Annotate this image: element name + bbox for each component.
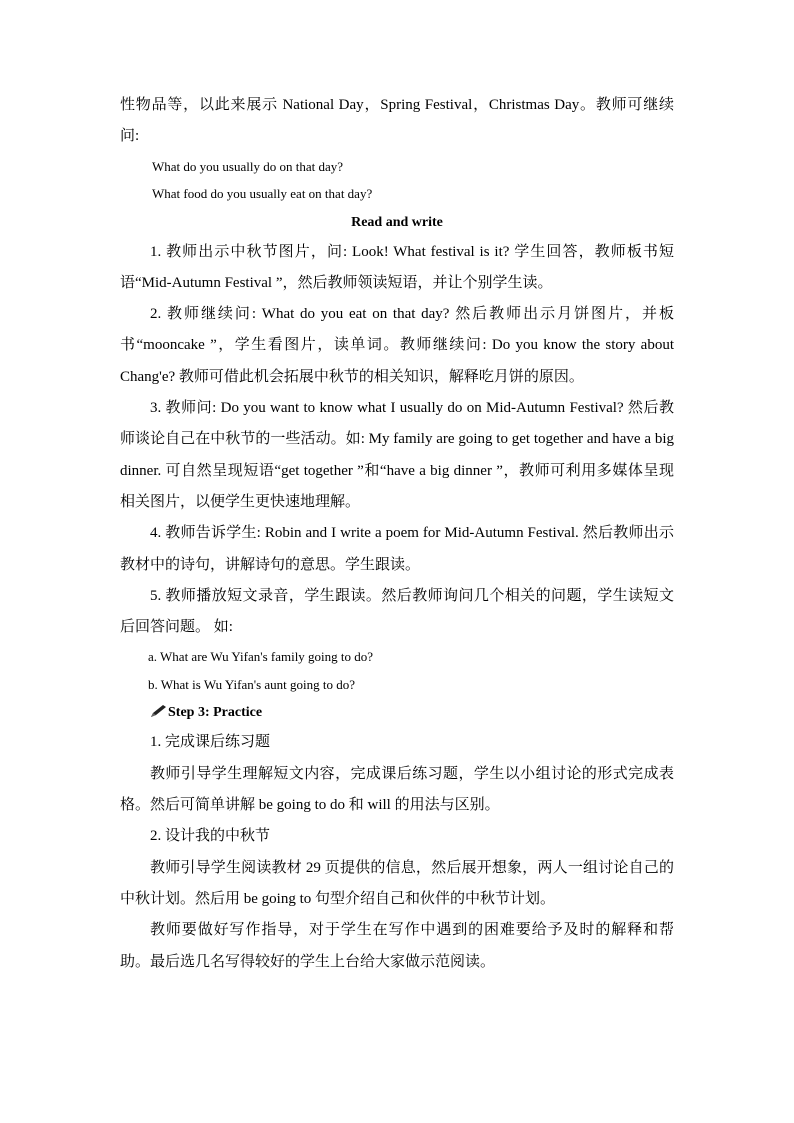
practice-paragraph-3: 教师要做好写作指导，对于学生在写作中遇到的困难要给予及时的解释和帮助。最后选几名写得较好的学生上台给大家做示范阅读。 <box>120 922 674 970</box>
intro-paragraph: 性物品等，以此来展示 National Day，Spring Festival，Christmas Day。教师可继续问: <box>120 97 674 145</box>
step-3-label: Step 3: Practice <box>168 705 263 721</box>
section-heading-read-and-write: Read and write <box>351 214 443 230</box>
question-usual-food: What food do you usually eat on that day? <box>152 186 373 202</box>
step-item-1: 1. 教师出示中秋节图片，问: Look! What festival is it? 学生回答，教师板书短语“Mid-Autumn Festival ”，然后教师领读短语，并让个别学生读。 <box>120 243 674 291</box>
step-item-5: 5. 教师播放短文录音，学生跟读。然后教师询问几个相关的问题，学生读短文后回答问题。 如: <box>120 587 674 636</box>
step-item-4: 4. 教师告诉学生: Robin and I write a poem for Mid-Autumn Festival. 然后教师出示教材中的诗句，讲解诗句的意思。学生跟读。 <box>120 525 674 573</box>
question-b: b. What is Wu Yifan's aunt going to do? <box>148 677 356 693</box>
pencil-icon <box>150 701 167 715</box>
practice-subheading-1: 1. 完成课后练习题 <box>150 734 271 751</box>
document-body <box>120 90 674 978</box>
question-usual-activity: What do you usually do on that day? <box>152 158 343 174</box>
step-3-heading <box>120 699 674 727</box>
step-item-3: 3. 教师问: Do you want to know what I usually do on Mid-Autumn Festival? 然后教师谈论自己在中秋节的一些活动。如: My family are going to get together and have a big dinner. 可自然呈现短语“get together ”和“have a big dinner ”，教师可利用多媒体呈现相关图片，以便学生更快速地理解。 <box>120 400 674 510</box>
step-item-2: 2. 教师继续问: What do you eat on that day? 然后教师出示月饼图片，并板书“mooncake ”，学生看图片，读单词。教师继续问: Do you know the story about Chang'e? 教师可借此机会拓展中秋节的相关知识，解释吃月饼的原因。 <box>120 306 674 385</box>
practice-subheading-2: 2. 设计我的中秋节 <box>150 828 271 845</box>
practice-paragraph-1: 教师引导学生理解短文内容，完成课后练习题，学生以小组讨论的形式完成表格。然后可简单讲解 be going to do 和 will 的用法与区别。 <box>120 765 674 814</box>
question-a: a. What are Wu Yifan's family going to do? <box>148 649 374 665</box>
practice-paragraph-2: 教师引导学生阅读教材 29 页提供的信息，然后展开想象，两人一组讨论自己的中秋计划。然后用 be going to 句型介绍自己和伙伴的中秋节计划。 <box>120 859 674 907</box>
